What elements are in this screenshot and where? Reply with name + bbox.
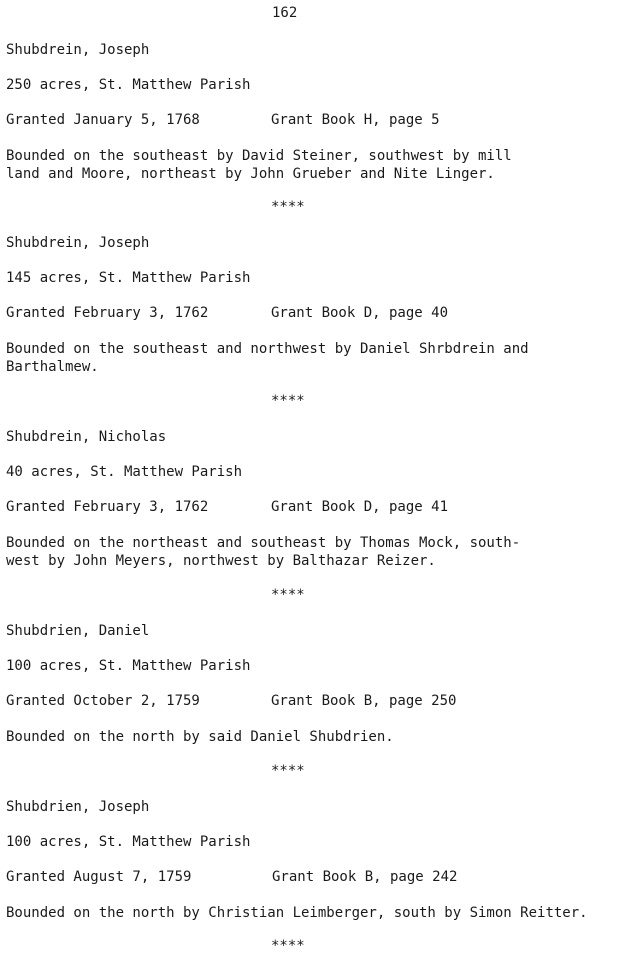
grant-book-reference: Grant Book B, page 242 (272, 869, 458, 885)
entry-separator: **** (271, 938, 305, 954)
acreage-parish: 145 acres, St. Matthew Parish (6, 270, 251, 286)
grant-book-reference: Grant Book B, page 250 (271, 693, 457, 709)
grant-row (6, 692, 618, 710)
entry-separator: **** (271, 763, 305, 779)
boundary-description-line: west by John Meyers, northwest by Balthazar Reizer. (6, 553, 436, 569)
boundary-description-line: Barthalmew. (6, 359, 99, 375)
page-number: 162 (272, 5, 298, 21)
granted-date: Granted August 7, 1759 (6, 869, 192, 885)
grantee-name: Shubdrein, Nicholas (6, 429, 167, 445)
land-grant-entry (6, 41, 618, 183)
grantee-name: Shubdrien, Joseph (6, 799, 150, 815)
entry-separator: **** (271, 199, 305, 215)
acreage-parish: 100 acres, St. Matthew Parish (6, 658, 251, 674)
grant-row (6, 111, 618, 129)
acreage-parish: 40 acres, St. Matthew Parish (6, 464, 243, 480)
granted-date: Granted October 2, 1759 (6, 693, 200, 709)
land-grant-entry (6, 798, 618, 922)
grant-row (6, 304, 618, 322)
granted-date: Granted February 3, 1762 (6, 305, 209, 321)
grantee-name: Shubdrein, Joseph (6, 42, 150, 58)
boundary-description-line: Bounded on the southeast and northwest by Daniel Shrbdrein and (6, 341, 529, 357)
granted-date: Granted February 3, 1762 (6, 499, 209, 515)
grantee-name: Shubdrein, Joseph (6, 235, 150, 251)
boundary-description-line: land and Moore, northeast by John Grueber and Nite Linger. (6, 166, 495, 182)
granted-date: Granted January 5, 1768 (6, 112, 200, 128)
grant-book-reference: Grant Book H, page 5 (271, 112, 440, 128)
grantee-name: Shubdrien, Daniel (6, 623, 150, 639)
entry-separator: **** (271, 587, 305, 603)
grant-row (6, 498, 618, 516)
acreage-parish: 250 acres, St. Matthew Parish (6, 77, 251, 93)
boundary-description-line: Bounded on the north by Christian Leimberger, south by Simon Reitter. (6, 905, 588, 921)
entry-separator: **** (271, 393, 305, 409)
land-grant-entry (6, 428, 618, 570)
land-grant-entry (6, 622, 618, 746)
boundary-description-line: Bounded on the north by said Daniel Shubdrien. (6, 729, 394, 745)
boundary-description-line: Bounded on the northeast and southeast by Thomas Mock, south- (6, 535, 521, 551)
boundary-description-line: Bounded on the southeast by David Steiner, southwest by mill (6, 148, 512, 164)
acreage-parish: 100 acres, St. Matthew Parish (6, 834, 251, 850)
grant-row (6, 868, 618, 886)
grant-book-reference: Grant Book D, page 40 (271, 305, 449, 321)
grant-book-reference: Grant Book D, page 41 (271, 499, 449, 515)
land-grant-entry (6, 234, 618, 376)
